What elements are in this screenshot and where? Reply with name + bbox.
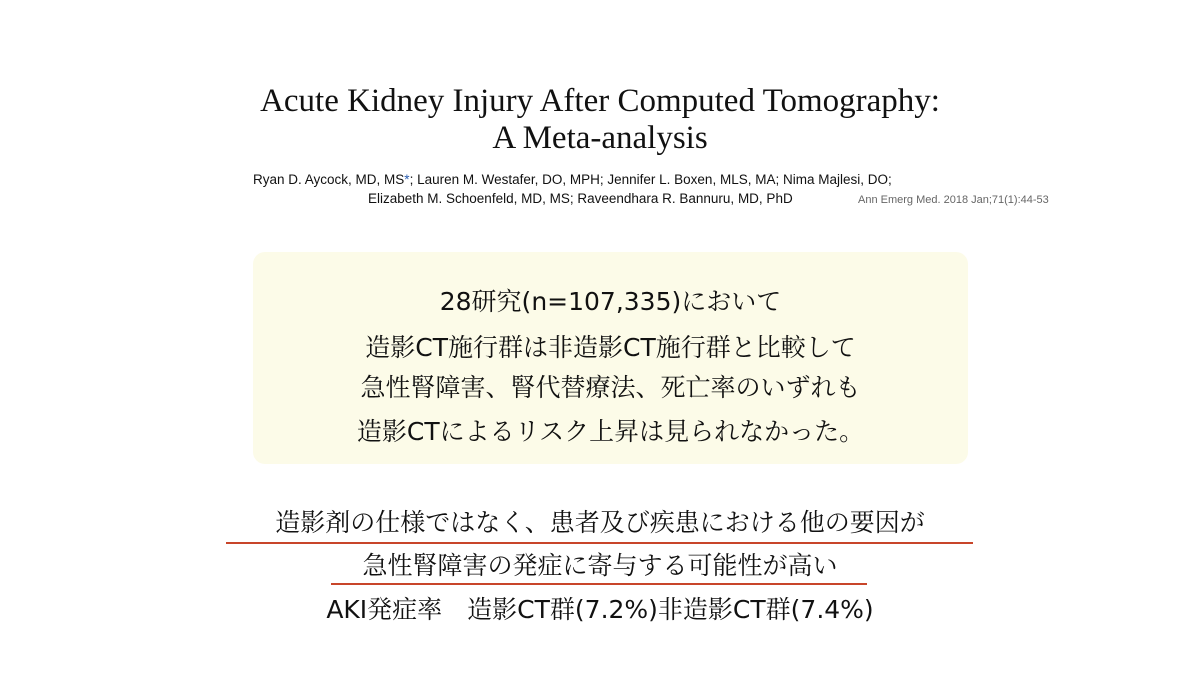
conclusion-underline-2 [331, 583, 867, 585]
paper-title-line2: A Meta-analysis [492, 120, 708, 156]
corresponding-author-asterisk: * [404, 172, 410, 187]
authors-line1 [253, 172, 892, 188]
co-authors: ; Lauren M. Westafer, DO, MPH; Jennifer L. Boxen, MLS, MA; Nima Majlesi, DO; [409, 172, 892, 187]
paper-title-line1: Acute Kidney Injury After Computed Tomography: [260, 83, 940, 119]
authors-line2: Elizabeth M. Schoenfeld, MD, MS; Raveendhara R. Bannuru, MD, PhD [368, 191, 793, 206]
summary-line-1: 28研究(n=107,335)において [439, 287, 782, 316]
conclusion-underline-1 [226, 542, 973, 544]
summary-line-2: 造影CT施行群は非造影CT施行群と比較して [365, 333, 856, 362]
conclusion-line-2: 急性腎障害の発症に寄与する可能性が高い [362, 551, 838, 580]
conclusion-line-1: 造影剤の仕様ではなく、患者及び疾患における他の要因が [275, 508, 925, 537]
citation: Ann Emerg Med. 2018 Jan;71(1):44-53 [858, 194, 1049, 206]
first-author: Ryan D. Aycock, MD, MS [253, 172, 405, 187]
summary-line-3: 急性腎障害、腎代替療法、死亡率のいずれも [360, 373, 861, 402]
summary-line-4: 造影CTによるリスク上昇は見られなかった。 [356, 417, 865, 446]
aki-incidence-line: AKI発症率 造影CT群(7.2%)非造影CT群(7.4%) [326, 595, 874, 624]
